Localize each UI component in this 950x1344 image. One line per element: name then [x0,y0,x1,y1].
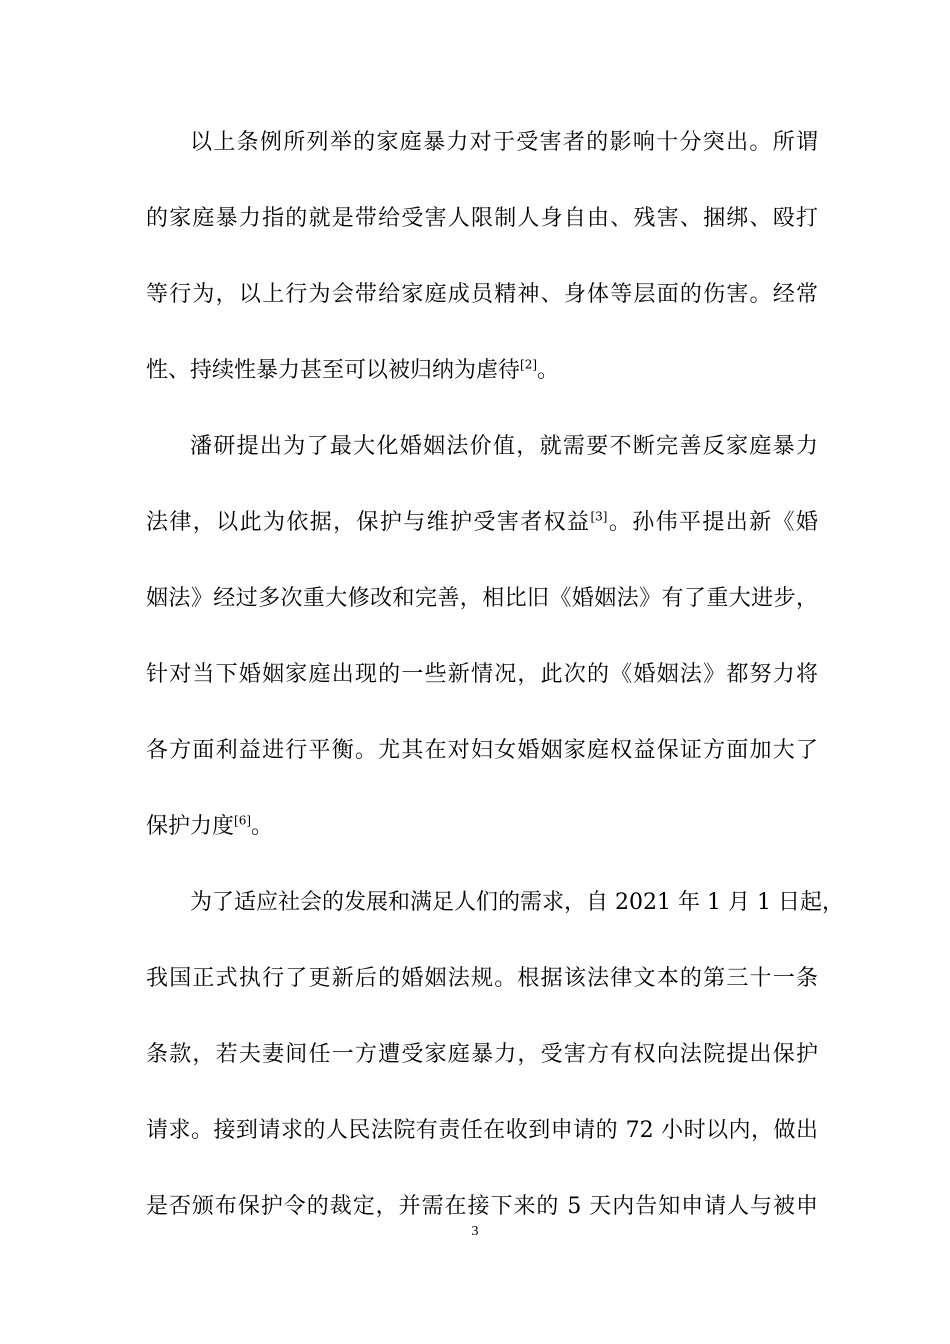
text-line: 的家庭暴力指的就是带给受害人限制人身自由、残害、捆绑、殴打 [146,206,818,231]
text-line [146,346,818,422]
paragraph-1 [146,118,818,422]
text-line: 我国正式执行了更新后的婚姻法规。根据该法律文本的第三十一条 [146,966,818,991]
text-line: 为了适应社会的发展和满足人们的需求，自 2021 年 1 月 1 日起， [190,890,844,915]
text-run: 性、持续性暴力甚至可以被归纳为虐待 [146,358,521,383]
citation-marker: [3] [590,509,608,524]
page-number: 3 [471,1224,479,1239]
text-line: 是否颁布保护令的裁定，并需在接下来的 5 天内告知申请人与被申 [146,1194,818,1219]
paragraph-3 [146,878,844,1258]
text-run: 。孙伟平提出新《婚 [607,510,818,535]
text-line: 等行为，以上行为会带给家庭成员精神、身体等层面的伤害。经常 [146,282,818,307]
citation-marker: [2] [520,357,538,372]
text-line: 各方面利益进行平衡。尤其在对妇女婚姻家庭权益保证方面加大了 [146,738,818,763]
text-line: 条款，若夫妻间任一方遭受家庭暴力，受害方有权向法院提出保护 [146,1042,818,1067]
text-line: 以上条例所列举的家庭暴力对于受害者的影响十分突出。所谓 [190,130,818,155]
text-line: 潘研提出为了最大化婚姻法价值，就需要不断完善反家庭暴力 [190,434,818,459]
text-line [146,498,818,574]
citation-marker: [6] [234,813,252,828]
text-line: 姻法》经过多次重大修改和完善，相比旧《婚姻法》有了重大进步， [146,586,818,611]
text-run: 。 [537,358,560,383]
text-line: 请求。接到请求的人民法院有责任在收到申请的 72 小时以内，做出 [146,1118,818,1143]
text-line [146,802,818,878]
paragraph-2 [146,422,818,878]
text-run: 保护力度 [146,814,235,839]
text-run: 。 [251,814,274,839]
document-body [146,118,844,1258]
text-run: 法律，以此为依据，保护与维护受害者权益 [146,510,591,535]
text-line: 针对当下婚姻家庭出现的一些新情况，此次的《婚姻法》都努力将 [146,662,818,687]
